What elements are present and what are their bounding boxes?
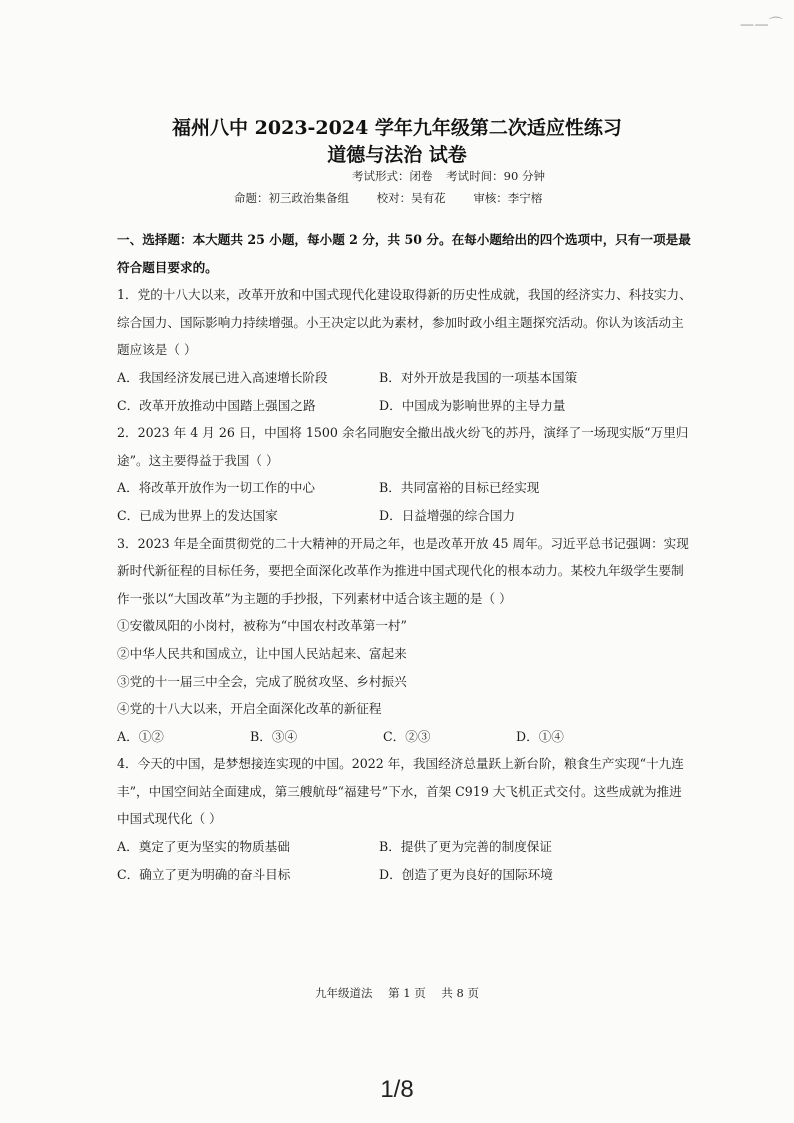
question-stem: 2．2023 年 4 月 26 日，中国将 1500 余名同胞安全撤出战火纷飞的苏丹，演绎了一场现实版“万里归途”。这主要得益于我国（ ） [117, 425, 689, 468]
statement-3: ③党的十一届三中全会，完成了脱贫攻坚、乡村振兴 [117, 673, 407, 689]
option-b: B．③④ [250, 728, 298, 744]
option-a: A．将改革开放作为一切工作的中心 [117, 480, 316, 496]
question-3 [117, 530, 692, 751]
question-2 [117, 419, 692, 529]
option-d: D．中国成为影响世界的主导力量 [379, 397, 566, 413]
exam-proofreader: 校对：吴有花 [376, 191, 446, 205]
option-row [117, 723, 692, 751]
option-a: A．①② [117, 728, 164, 744]
question-1 [117, 281, 692, 419]
footer-subject: 九年级道法 [314, 986, 373, 1000]
scan-artifact: — — ⌒ [740, 17, 781, 33]
option-c: C．已成为世界上的发达国家 [117, 507, 278, 523]
statement-1: ①安徽凤阳的小岗村，被称为“中国农村改革第一村” [117, 618, 407, 634]
option-b: B．共同富裕的目标已经实现 [379, 480, 540, 496]
exam-staff-row [234, 190, 552, 206]
question-stem: 3．2023 年是全面贯彻党的二十大精神的开局之年，也是改革开放 45 周年。习近平总书记强调：实现新时代新征程的目标任务，要把全面深化改革作为推进中国式现代化的根本动力。某校九年级学生要制作一张以“大国改革”为主题的手抄报，下列素材中适合该主题的是（ ） [117, 535, 689, 606]
question-stem: 1．党的十八大以来，改革开放和中国式现代化建设取得新的历史性成就，我国的经济实力、科技实力、综合国力、国际影响力持续增强。小王决定以此为素材，参加时政小组主题探究活动。你认为该活动主题应该是（ ） [117, 287, 692, 358]
section-heading: 一、选择题：本大题共 25 小题，每小题 2 分，共 50 分。在每小题给出的四个选项中，只有一项是最符合题目要求的。 [117, 232, 691, 275]
footer-page: 第 1 页 [388, 986, 426, 1000]
option-c: C．②③ [383, 728, 431, 744]
option-d: D．创造了更为良好的国际环境 [379, 866, 553, 882]
option-b: B．对外开放是我国的一项基本国策 [379, 369, 578, 385]
exam-content [117, 226, 692, 888]
page-indicator: 1/8 [380, 1076, 414, 1103]
exam-reviewer: 审核：李宁榕 [473, 191, 543, 205]
exam-form: 考试形式：闭卷 [352, 169, 433, 183]
option-d: D．日益增强的综合国力 [379, 507, 516, 523]
option-a: A．奠定了更为坚实的物质基础 [117, 839, 290, 855]
question-stem: 4．今天的中国，是梦想接连实现的中国。2022 年，我国经济总量跃上新台阶，粮食生产实现“十九连丰”，中国空间站全面建成，第三艘航母“福建号”下水，首架 C919 大飞机正式交付。这些成就为推进中国式现代化（ ） [117, 756, 684, 827]
footer-total: 共 8 页 [441, 986, 480, 1000]
exam-subject-title: 道德与法治 试卷 [327, 144, 467, 166]
exam-author: 命题：初三政治集备组 [234, 191, 349, 205]
exam-title: 福州八中 2023-2024 学年九年级第二次适应性练习 [172, 117, 622, 139]
option-c: C．改革开放推动中国踏上强国之路 [117, 397, 316, 413]
option-d: D．①④ [516, 728, 564, 744]
option-row [117, 392, 692, 420]
option-row [117, 861, 692, 889]
statement-2: ②中华人民共和国成立，让中国人民站起来、富起来 [117, 645, 407, 661]
option-row [117, 364, 692, 392]
option-row [117, 474, 692, 502]
exam-info-row [352, 168, 555, 184]
option-b: B．提供了更为完善的制度保证 [379, 839, 552, 855]
statement-4: ④党的十八大以来，开启全面深化改革的新征程 [117, 701, 382, 717]
option-row [117, 502, 692, 530]
option-row [117, 833, 692, 861]
question-4 [117, 750, 692, 888]
page-footer [0, 985, 794, 1001]
option-a: A．我国经济发展已进入高速增长阶段 [117, 369, 328, 385]
option-c: C．确立了更为明确的奋斗目标 [117, 866, 291, 882]
exam-time: 考试时间：90 分钟 [446, 169, 545, 183]
